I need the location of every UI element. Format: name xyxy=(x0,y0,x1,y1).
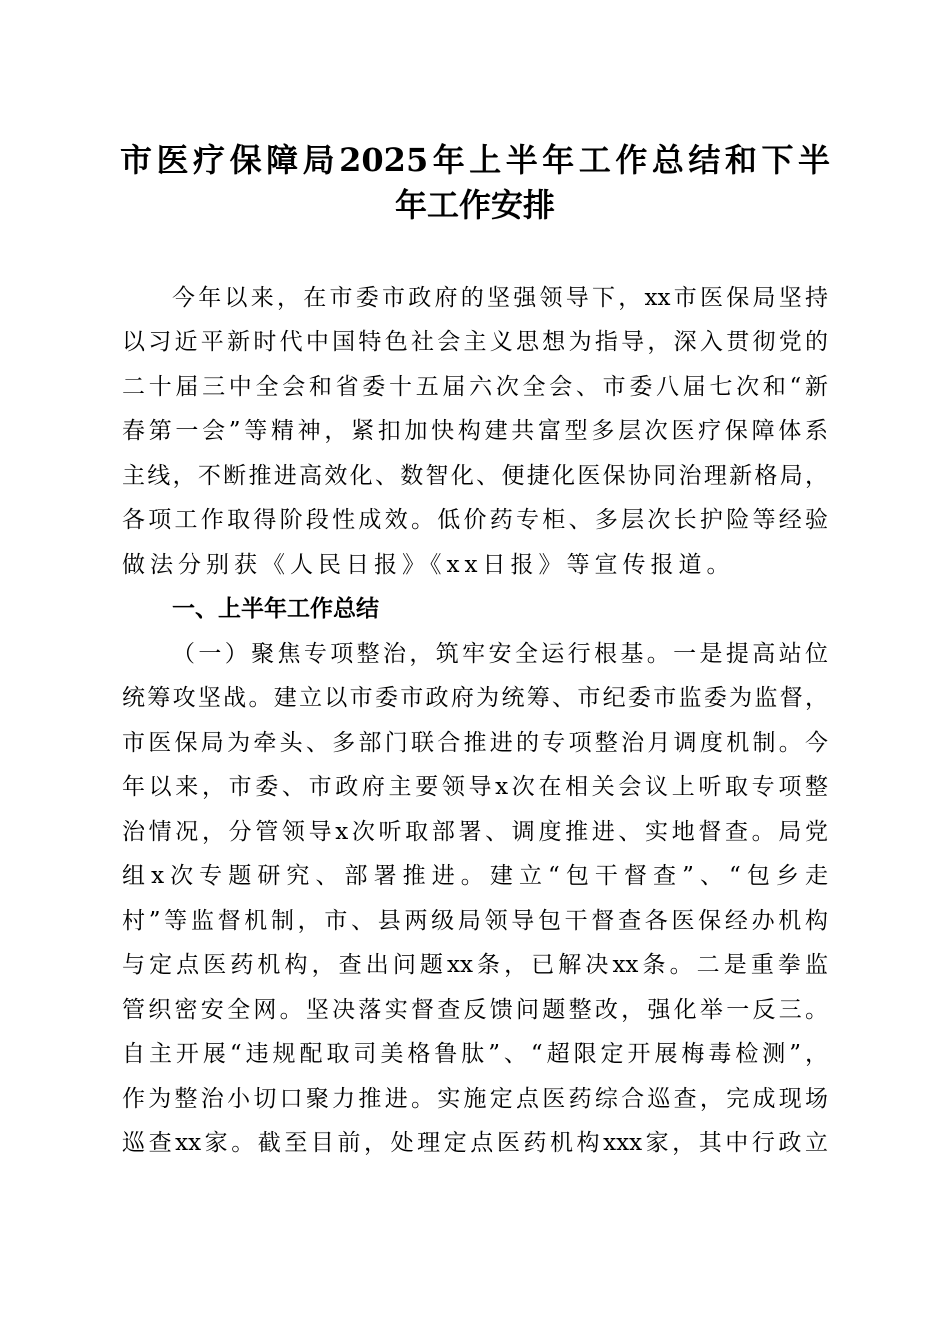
document-title-line-2: 年工作安排 xyxy=(394,186,555,224)
paragraph-line: 今年以来，在市委市政府的坚强领导下，xx市医保局坚持 xyxy=(172,285,828,311)
paragraph-line: （一）聚焦专项整治，筑牢安全运行根基。一是提高站位 xyxy=(172,641,828,667)
paragraph-line: 作为整治小切口聚力推进。实施定点医药综合巡查，完成现场 xyxy=(122,1086,828,1112)
section-heading: 一、上半年工作总结 xyxy=(172,596,379,622)
paragraph-line: 各项工作取得阶段性成效。低价药专柜、多层次长护险等经验 xyxy=(122,507,828,533)
paragraph-line: 以习近平新时代中国特色社会主义思想为指导，深入贯彻党的 xyxy=(122,329,828,355)
paragraph-line: 巡查xx家。截至目前，处理定点医药机构xxx家，其中行政立 xyxy=(122,1130,828,1156)
paragraph-line: 做法分别获《人民日报》《xx日报》等宣传报道。 xyxy=(122,552,735,578)
paragraph-line: 与定点医药机构，查出问题xx条，已解决xx条。二是重拳监 xyxy=(122,952,828,978)
paragraph-line: 组x次专题研究、部署推进。建立“包干督查”、“包乡走 xyxy=(122,863,828,889)
paragraph-line: 治情况，分管领导x次听取部署、调度推进、实地督查。局党 xyxy=(122,819,828,845)
paragraph-line: 自主开展“违规配取司美格鲁肽”、“超限定开展梅毒检测”， xyxy=(122,1041,828,1067)
document-title-line-1: 市医疗保障局2025年上半年工作总结和下半 xyxy=(120,141,830,179)
paragraph-line: 村”等监督机制，市、县两级局领导包干督查各医保经办机构 xyxy=(122,908,828,934)
paragraph-line: 年以来，市委、市政府主要领导x次在相关会议上听取专项整 xyxy=(122,774,828,800)
paragraph-line: 市医保局为牵头、多部门联合推进的专项整治月调度机制。今 xyxy=(122,730,828,756)
paragraph-line: 主线，不断推进高效化、数智化、便捷化医保协同治理新格局， xyxy=(122,463,828,489)
paragraph-line: 二十届三中全会和省委十五届六次全会、市委八届七次和“新 xyxy=(122,374,828,400)
paragraph-line: 统筹攻坚战。建立以市委市政府为统筹、市纪委市监委为监督， xyxy=(122,685,828,711)
paragraph-line: 管织密安全网。坚决落实督查反馈问题整改，强化举一反三。 xyxy=(122,997,828,1023)
paragraph-line: 春第一会”等精神，紧扣加快构建共富型多层次医疗保障体系 xyxy=(122,418,828,444)
